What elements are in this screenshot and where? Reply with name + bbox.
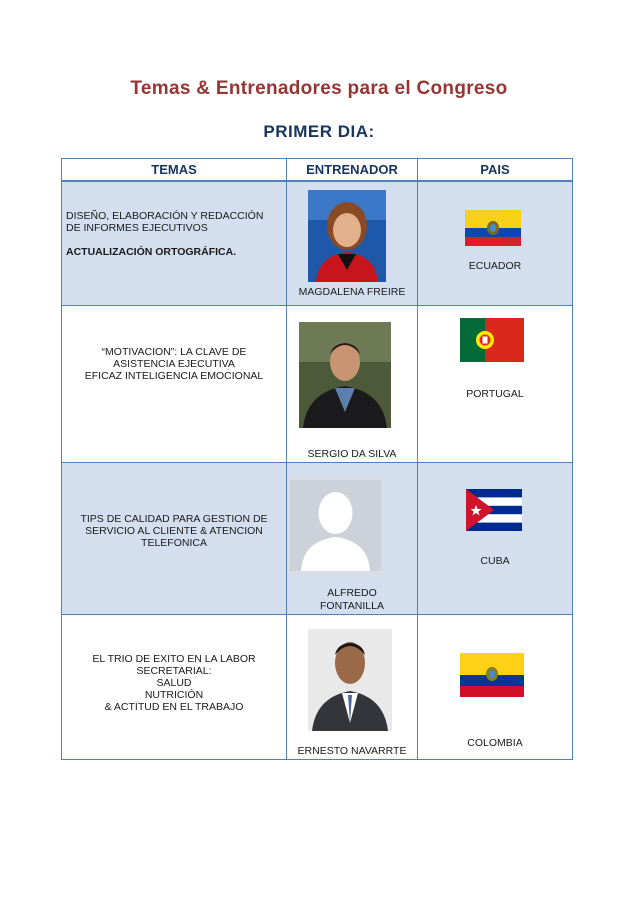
cuba-flag-icon <box>466 489 522 531</box>
trainer-photo <box>308 190 386 282</box>
tema-cell <box>62 181 287 305</box>
entrenador-cell <box>287 181 418 305</box>
trainer-name: MAGDALENA FREIRE <box>298 286 406 298</box>
tema-line: EL TRIO DE EXITO EN LA LABOR <box>92 652 256 665</box>
entrenador-cell <box>287 305 418 462</box>
tema-cell <box>62 614 287 759</box>
entrenador-cell <box>287 462 418 614</box>
tema-line: SERVICIO AL CLIENTE & ATENCION <box>85 524 263 537</box>
table-row <box>62 181 573 305</box>
table-row <box>62 614 573 759</box>
trainer-photo <box>299 322 391 428</box>
country-name: PORTUGAL <box>466 387 524 400</box>
trainer-name-line: ALFREDO <box>327 586 377 599</box>
tema-line: SALUD <box>156 676 192 689</box>
trainer-name <box>287 587 417 613</box>
country-name: ECUADOR <box>468 260 522 272</box>
portugal-flag-icon <box>460 318 524 362</box>
pais-cell <box>418 614 573 759</box>
tema-line: SECRETARIAL: <box>136 664 212 677</box>
header-pais: PAIS <box>418 159 573 182</box>
tema-line: TIPS DE CALIDAD PARA GESTION DE <box>80 512 268 525</box>
tema-cell <box>62 305 287 462</box>
tema-line: ACTUALIZACIÓN ORTOGRÁFICA. <box>66 246 237 258</box>
tema-cell <box>62 462 287 614</box>
tema-line: ASISTENCIA EJECUTIVA <box>113 357 235 370</box>
pais-cell <box>418 305 573 462</box>
schedule-table <box>61 158 573 760</box>
tema-line: DE INFORMES EJECUTIVOS <box>66 222 208 234</box>
trainer-photo <box>308 629 392 731</box>
placeholder-avatar-icon <box>287 477 384 574</box>
table-row <box>62 305 573 462</box>
document-title: Temas & Entrenadores para el Congreso <box>130 78 508 99</box>
colombia-flag-icon <box>460 653 524 697</box>
pais-cell <box>418 462 573 614</box>
day-heading: PRIMER DIA: <box>263 122 375 141</box>
trainer-name: ERNESTO NAVARRTE <box>297 744 407 757</box>
tema-line: “MOTIVACION”: LA CLAVE DE <box>101 345 247 358</box>
country-name: COLOMBIA <box>467 736 523 749</box>
country-name: CUBA <box>480 554 510 567</box>
tema-line: EFICAZ INTELIGENCIA EMOCIONAL <box>84 369 264 382</box>
header-entrenador: ENTRENADOR <box>287 159 418 182</box>
pais-cell <box>418 181 573 305</box>
entrenador-cell <box>287 614 418 759</box>
tema-line: DISEÑO, ELABORACIÓN Y REDACCIÓN <box>66 210 264 222</box>
trainer-name: SERGIO DA SILVA <box>307 447 397 460</box>
tema-line: NUTRICIÓN <box>144 688 204 701</box>
trainer-name-line: FONTANILLA <box>320 599 384 612</box>
tema-line: & ACTITUD EN EL TRABAJO <box>104 700 244 713</box>
ecuador-flag-icon <box>465 210 521 246</box>
table-row <box>62 462 573 614</box>
tema-line: TELEFONICA <box>141 536 207 549</box>
table-header-row <box>62 159 573 182</box>
header-temas: TEMAS <box>62 159 287 182</box>
